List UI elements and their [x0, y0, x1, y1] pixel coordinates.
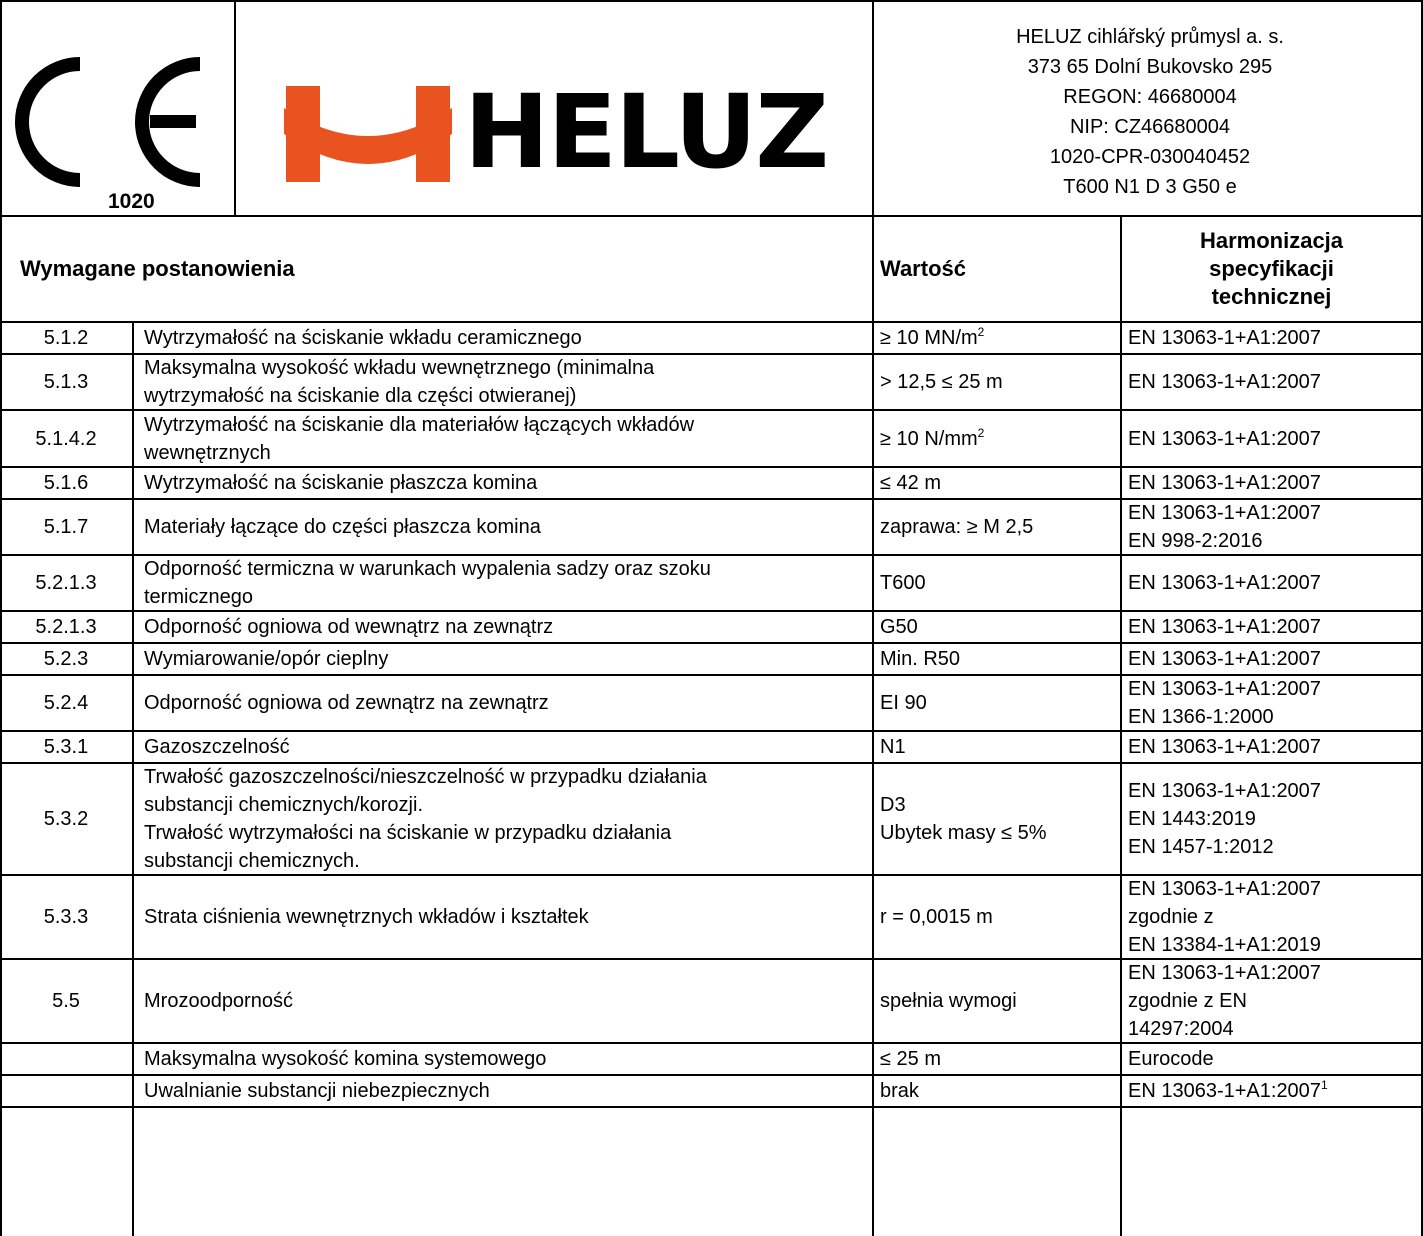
grid-line-vertical — [234, 0, 236, 215]
row-code: 5.1.6 — [43, 472, 89, 494]
row-value — [872, 731, 1120, 763]
row-value — [872, 959, 1120, 1043]
row-spec-line: zgodnie z EN — [1128, 990, 1247, 1012]
row-code: 5.1.4.2 — [35, 427, 97, 450]
row-spec — [1120, 875, 1423, 959]
row-value — [872, 555, 1120, 611]
row-value-line: ≤ 25 m — [880, 1048, 941, 1070]
row-spec — [1120, 959, 1423, 1043]
row-description-line: Uwalnianie substancji niebezpiecznych — [144, 1080, 490, 1102]
row-description-line: Odporność ogniowa od zewnątrz na zewnątrz — [144, 692, 549, 714]
col-header-spec-line: specyfikacji — [1209, 256, 1334, 281]
row-description-line: Trwałość gazoszczelności/nieszczelność w przypadku działania — [144, 766, 707, 788]
row-value — [872, 467, 1120, 499]
grid-line-horizontal — [0, 215, 1423, 217]
grid-line-horizontal — [0, 466, 1423, 468]
grid-line-horizontal — [0, 1042, 1423, 1044]
row-spec — [1120, 354, 1423, 410]
row-code: 5.3.3 — [43, 906, 89, 928]
row-description — [136, 643, 872, 675]
row-code: 5.5 — [52, 990, 80, 1012]
row-code: 5.3.2 — [43, 808, 89, 830]
row-description-line: Wytrzymałość na ściskanie płaszcza komina — [144, 472, 538, 494]
company-line: REGON: 46680004 — [1063, 86, 1237, 108]
row-description — [136, 1075, 872, 1107]
row-spec — [1120, 410, 1423, 467]
row-description-line: Mrozoodporność — [144, 990, 293, 1012]
row-description — [136, 354, 872, 410]
row-spec-line: EN 13063-1+A1:2007 — [1128, 371, 1321, 393]
row-value-line: > 12,5 ≤ 25 m — [880, 371, 1003, 393]
col-header-spec-line: technicznej — [1211, 284, 1332, 309]
row-code: 5.1.7 — [43, 516, 89, 538]
row-value-line: Min. R50 — [880, 648, 961, 670]
company-line: 373 65 Dolní Bukovsko 295 — [1027, 56, 1273, 78]
row-description — [136, 731, 872, 763]
row-spec-line: EN 998-2:2016 — [1128, 530, 1263, 552]
row-value-line: N1 — [880, 736, 906, 758]
row-description-line: Wytrzymałość na ściskanie dla materiałów łączących wkładów — [144, 413, 695, 436]
row-value-superscript: 2 — [977, 425, 985, 440]
row-spec-line: EN 1443:2019 — [1128, 808, 1256, 830]
row-description — [136, 322, 872, 354]
row-value-line: ≥ 10 $N/mm^2$ — [880, 425, 985, 450]
row-spec — [1120, 467, 1423, 499]
row-spec-line: EN 13063-1+A1:2007 — [1128, 572, 1321, 594]
row-spec-line: EN 13063-1+A1:2007 — [1128, 678, 1321, 700]
row-value — [872, 763, 1120, 875]
row-spec — [1120, 1075, 1423, 1107]
row-spec-line: EN 13063-1+A1:2007 — [1128, 502, 1321, 524]
ce-number: 1020 — [108, 190, 155, 213]
grid-line-vertical — [1120, 215, 1122, 1236]
row-spec-line: EN 13063-1+A1:2007 — [1128, 616, 1321, 638]
row-description — [136, 611, 872, 643]
grid-line-horizontal — [0, 730, 1423, 732]
row-value — [872, 410, 1120, 467]
row-code: 5.1.3 — [43, 371, 89, 393]
row-spec-line: EN 1366-1:2000 — [1128, 706, 1274, 728]
row-spec-line: EN 13384-1+A1:2019 — [1128, 934, 1321, 956]
col-header-spec-line: Harmonizacja — [1199, 228, 1344, 253]
row-description-line: Trwałość wytrzymałości na ściskanie w przypadku działania — [144, 822, 672, 844]
row-spec-line: 14297:2004 — [1128, 1018, 1234, 1040]
grid-line-horizontal — [0, 321, 1423, 323]
row-spec-line: EN 13063-1+A1:2007 — [1128, 472, 1321, 494]
row-value-line: r = 0,0015 m — [880, 906, 993, 928]
row-spec-line: EN 13063-1+A1:2007 — [1128, 427, 1321, 450]
row-value — [872, 675, 1120, 731]
grid-line-horizontal — [0, 610, 1423, 612]
row-description-line: Odporność ogniowa od wewnątrz na zewnątrz — [144, 616, 554, 638]
row-value — [872, 499, 1120, 555]
row-spec-line: EN 13063-1+A1:2007 — [1128, 648, 1321, 670]
company-line: 1020-CPR-030040452 — [1049, 146, 1251, 168]
row-spec — [1120, 555, 1423, 611]
row-value-line: EI 90 — [880, 692, 927, 714]
row-spec-line: EN 13063-1+A1:2007 — [1128, 327, 1321, 349]
row-description-line: Materiały łączące do części płaszcza komina — [144, 516, 541, 538]
row-description — [136, 499, 872, 555]
company-line: NIP: CZ46680004 — [1069, 116, 1231, 138]
row-spec — [1120, 675, 1423, 731]
row-spec-line: Eurocode — [1128, 1048, 1214, 1070]
row-value-line: ≥ 10 $MN/m^2$ — [880, 325, 985, 349]
ce-mark — [8, 52, 228, 212]
row-code: 5.2.1.3 — [35, 616, 97, 638]
row-description-line: Odporność termiczna w warunkach wypalenia sadzy oraz szoku — [144, 558, 711, 580]
row-description-line: Maksymalna wysokość wkładu wewnętrznego (minimalna — [144, 357, 655, 379]
row-description — [136, 1043, 872, 1075]
row-spec — [1120, 322, 1423, 354]
row-code: 5.1.2 — [43, 327, 89, 349]
row-description — [136, 467, 872, 499]
row-value — [872, 1043, 1120, 1075]
row-spec — [1120, 731, 1423, 763]
grid-line-horizontal — [0, 674, 1423, 676]
row-code: 5.2.1.3 — [35, 572, 97, 594]
company-line: T600 N1 D 3 G50 e — [1063, 176, 1237, 198]
grid-line-horizontal — [0, 0, 1423, 2]
row-value-line: Ubytek masy ≤ 5% — [880, 822, 1047, 844]
row-description — [136, 410, 872, 467]
row-description — [136, 675, 872, 731]
grid-line-vertical — [0, 0, 2, 1236]
row-code: 5.3.1 — [43, 736, 89, 758]
row-value-line: ≤ 42 m — [880, 472, 941, 494]
row-description-line: Strata ciśnienia wewnętrznych wkładów i kształtek — [144, 906, 589, 928]
row-code — [0, 1043, 132, 1075]
row-spec-line: EN 13063-1+A1:2007 — [1128, 736, 1321, 758]
grid-line-vertical — [132, 321, 134, 1236]
grid-line-horizontal — [0, 958, 1423, 960]
grid-line-vertical — [872, 0, 874, 1236]
col-header-spec — [1120, 217, 1423, 321]
heluz-logo — [278, 72, 838, 192]
row-value — [872, 643, 1120, 675]
row-code — [0, 1075, 132, 1107]
grid-line-horizontal — [0, 409, 1423, 411]
row-description — [136, 875, 872, 959]
row-description-line: substancji chemicznych/korozji. — [144, 794, 423, 816]
row-value — [872, 322, 1120, 354]
grid-line-horizontal — [0, 1074, 1423, 1076]
row-description-line: wytrzymałość na ściskanie dla części otwieranej) — [144, 385, 577, 407]
row-spec-line: EN 13063-1+A1:2007 — [1128, 962, 1321, 984]
row-description-line: Wytrzymałość na ściskanie wkładu ceramicznego — [144, 327, 582, 349]
row-spec — [1120, 1043, 1423, 1075]
grid-line-horizontal — [0, 554, 1423, 556]
row-spec-line: EN $13063-1+A1:2007^1$ — [1128, 1078, 1328, 1102]
company-info — [877, 22, 1423, 202]
row-value-superscript: 2 — [977, 325, 985, 339]
row-description-line: substancji chemicznych. — [144, 850, 360, 872]
company-line: HELUZ cihlářský průmysl a. s. — [1016, 26, 1284, 48]
row-description — [136, 763, 872, 875]
row-code: 5.2.4 — [43, 692, 89, 714]
row-spec — [1120, 611, 1423, 643]
row-value-line: zaprawa: ≥ M 2,5 — [880, 516, 1034, 538]
grid-line-horizontal — [0, 498, 1423, 500]
row-spec — [1120, 763, 1423, 875]
row-value — [872, 611, 1120, 643]
row-description-line: termicznego — [144, 586, 253, 608]
grid-line-horizontal — [0, 1106, 1423, 1108]
row-description-line: Wymiarowanie/opór cieplny — [144, 648, 389, 670]
row-value-line: G50 — [880, 616, 918, 638]
col-header-requirements: Wymagane postanowienia — [20, 256, 295, 281]
row-spec-superscript: 1 — [1320, 1078, 1328, 1092]
grid-line-horizontal — [0, 642, 1423, 644]
col-header-value: Wartość — [880, 256, 966, 281]
row-code: 5.2.3 — [43, 648, 89, 670]
row-spec — [1120, 643, 1423, 675]
ce-mark-icon — [8, 52, 208, 192]
row-description-line: Gazoszczelność — [144, 736, 290, 758]
row-spec — [1120, 499, 1423, 555]
row-description — [136, 959, 872, 1043]
row-description-line: Maksymalna wysokość komina systemowego — [144, 1048, 547, 1070]
row-spec-line: EN 1457-1:2012 — [1128, 836, 1274, 858]
row-value — [872, 354, 1120, 410]
row-value — [872, 875, 1120, 959]
row-value — [872, 1075, 1120, 1107]
row-description-line: wewnętrznych — [144, 441, 271, 464]
row-value-line: T600 — [880, 572, 926, 594]
row-spec-line: EN 13063-1+A1:2007 — [1128, 780, 1321, 802]
row-description — [136, 555, 872, 611]
row-value-line: spełnia wymogi — [880, 990, 1017, 1012]
grid-line-horizontal — [0, 874, 1423, 876]
row-spec-line: EN 13063-1+A1:2007 — [1128, 878, 1321, 900]
grid-line-horizontal — [0, 762, 1423, 764]
heluz-logo-icon — [278, 72, 458, 192]
row-spec-line: zgodnie z — [1128, 906, 1214, 928]
row-value-line: brak — [880, 1080, 919, 1102]
row-value-line: D3 — [880, 794, 906, 816]
grid-line-horizontal — [0, 353, 1423, 355]
logo-wordmark: HELUZ — [464, 73, 828, 192]
